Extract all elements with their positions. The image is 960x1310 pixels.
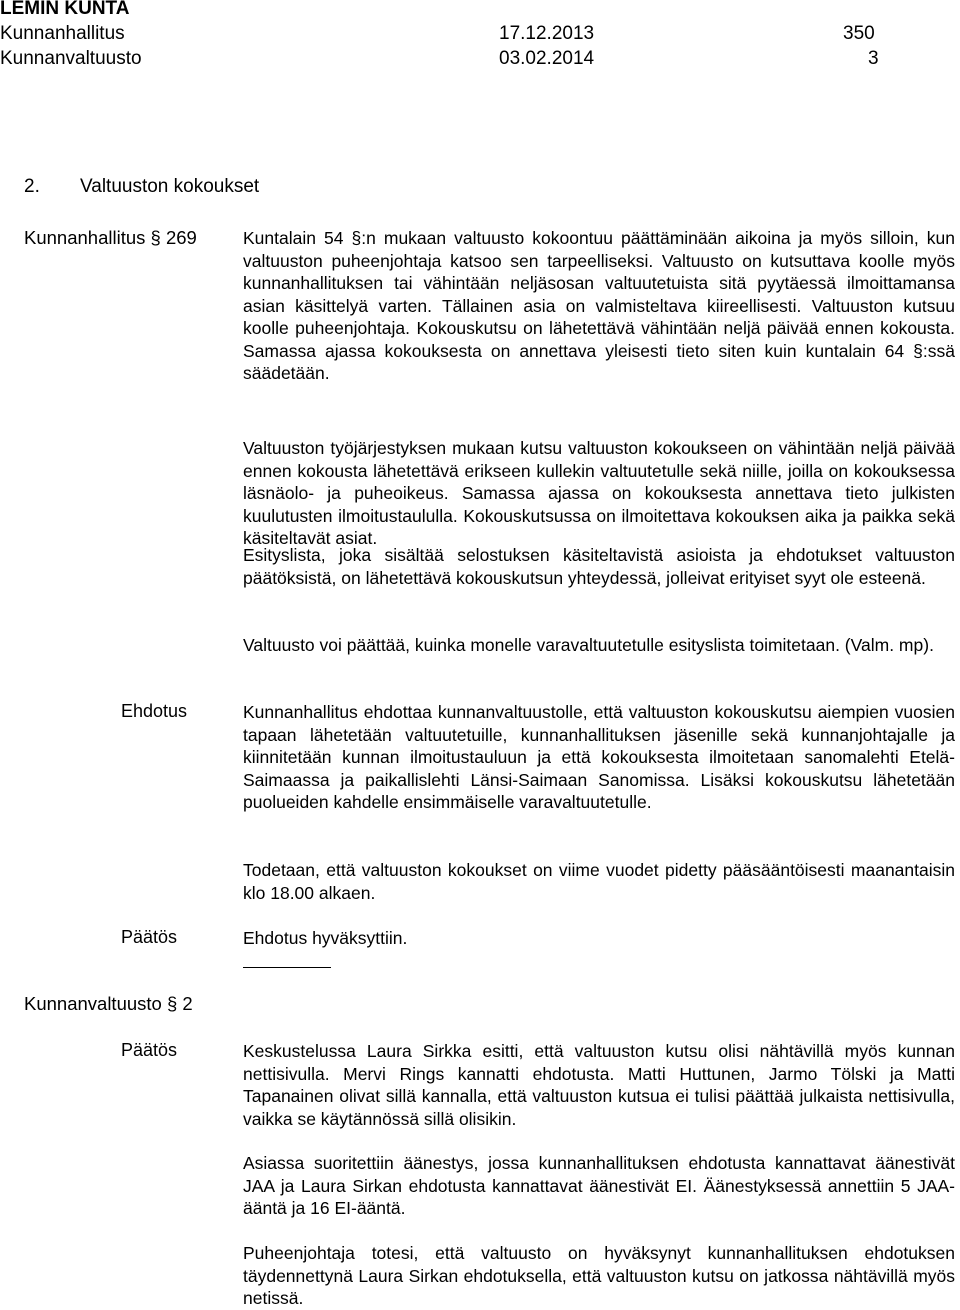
organization-name: LEMIN KUNTA [0, 0, 130, 19]
kv-paatos-label: Päätös [121, 1040, 178, 1060]
item-number: 2. [24, 176, 40, 197]
kunnanhallitus-reference: Kunnanhallitus § 269 [24, 227, 197, 248]
kh-paatos-label: Päätös [121, 927, 178, 947]
header-section-kunnanhallitus: 350 [843, 23, 875, 44]
ehdotus-paragraph-1: Kunnanhallitus ehdottaa kunnanvaltuustolle, että valtuuston kokouskutsu aiempien vuosien tapaan lähetetään valtuutetuille, kunnanhallituksen jäsenille sekä kunnanjohtajalle ja kiinnitetään kunnan ilmoitustauluun ja että kokouksesta ilmoitetaan sanomalehti Etelä-Saimaassa ja paikallislehti Länsi-Saimaan Sanomissa. Lisäksi kokouskutsu lähetetään puolueiden kahdelle ensimmäiselle varavaltuutetulle. [243, 702, 955, 812]
kh-paatos-text: Ehdotus hyväksyttiin. [243, 928, 408, 948]
ehdotus-paragraph-2: Todetaan, että valtuuston kokoukset on viime vuodet pidetty pääsääntöisesti maanantaisin klo 18.00 alkaen. [243, 860, 955, 903]
kh-paragraph-3: Esityslista, joka sisältää selostuksen käsiteltavistä asioista ja ehdotukset valtuuston päätöksistä, on lähetettävä kokouskutsun yhteydessä, jolleivat erityiset syyt ole esteenä. [243, 545, 955, 588]
kunnanvaltuusto-reference: Kunnanvaltuusto § 2 [24, 993, 193, 1014]
header-section-kunnanvaltuusto: 3 [868, 48, 879, 69]
kv-paragraph-1: Keskustelussa Laura Sirkka esitti, että valtuuston kutsu olisi nähtävillä myös kunnan nettisivulla. Mervi Rings kannatti ehdotusta. Matti Huttunen, Jarmo Tölski ja Matti Tapanainen olivat sillä kannalla, että valtuuston kutsua ei tulisi päättää julkaista nettisivulla, vaikka se käytännössä sillä olisikin. [243, 1041, 955, 1129]
kv-paragraph-3: Puheenjohtaja totesi, että valtuusto on hyväksynyt kunnanhallituksen ehdotuksen täydennettynä Laura Sirkan ehdotuksella, että valtuuston kutsu on jatkossa nähtävillä myös netissä. [243, 1243, 955, 1308]
section-divider [243, 967, 331, 968]
kh-paragraph-2: Valtuuston työjärjestyksen mukaan kutsu valtuuston kokoukseen on vähintään neljä päivää ennen kokousta lähetettävä erikseen kullekin valtuutetulle sekä niille, joilla on kokouksessa läsnäolo- ja puheoikeus. Samassa ajassa on kokouksesta annettava tieto julkisten kuulutusten ilmoitustaululla. Kokouskutsussa on ilmoitettava kokouksen aika ja paikka sekä käsiteltavät asiat. [243, 438, 955, 548]
item-title: Valtuuston kokoukset [80, 176, 260, 197]
ehdotus-label: Ehdotus [121, 701, 188, 721]
kv-paragraph-2: Asiassa suoritettiin äänestys, jossa kunnanhallituksen ehdotusta kannattavat äänestivät JAA ja Laura Sirkan ehdotusta kannattavat äänestivät EI. Äänestyksessä annettiin 5 JAA-ääntä ja 16 EI-ääntä. [243, 1153, 955, 1218]
header-body-kunnanhallitus: Kunnanhallitus [0, 23, 125, 44]
kh-paragraph-1: Kuntalain 54 §:n mukaan valtuusto kokoontuu päättäminään aikoina ja myös silloin, kun valtuuston puheenjohtaja katsoo sen tarpeelliseksi. Valtuusto on kutsuttava koolle myös kunnanhallituksen tai vähintään neljäsosan valtuutetuista sitä pyytäessä ilmoittamansa asian käsittelyä varten. Tällainen asia on valmisteltava kiireellisesti. Valtuuston kutsuu koolle puheenjohtaja. Kokouskutsu on lähetettävä vähintään neljä päivää ennen kokousta. Samassa ajassa kokouksesta on annettava yleisesti tieto siten kuin kuntalain 64 §:ssä säädetään. [243, 228, 955, 383]
header-date-kunnanvaltuusto: 03.02.2014 [499, 48, 595, 69]
header-body-kunnanvaltuusto: Kunnanvaltuusto [0, 48, 142, 69]
kh-paragraph-4: Valtuusto voi päättää, kuinka monelle varavaltuutetulle esityslista toimitetaan. (Valm. mp). [243, 635, 934, 655]
header-date-kunnanhallitus: 17.12.2013 [499, 23, 595, 44]
